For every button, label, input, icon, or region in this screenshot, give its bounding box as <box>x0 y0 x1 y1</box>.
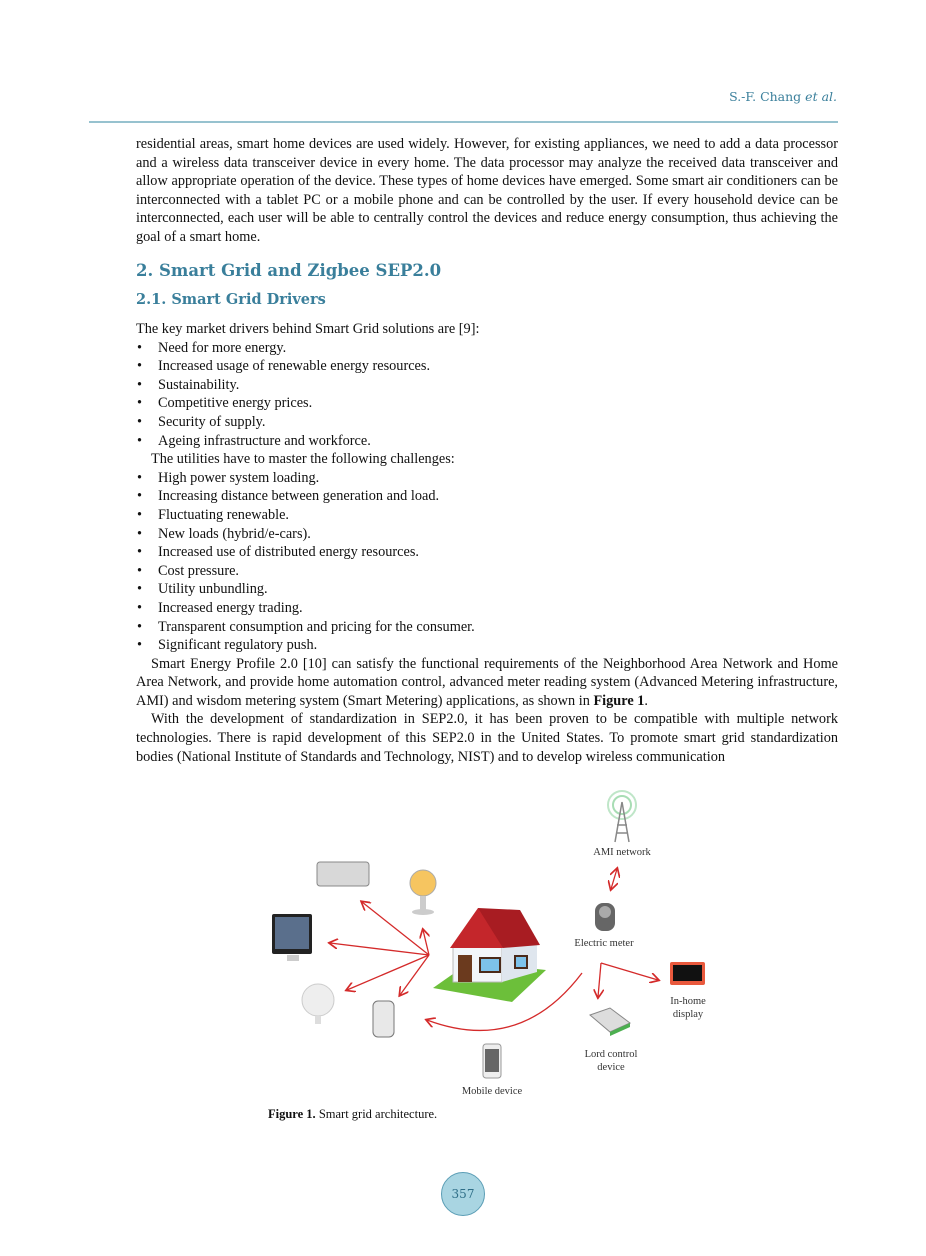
list-item: • Utility unbundling. <box>136 580 838 599</box>
list-item: • Sustainability. <box>136 376 838 395</box>
fan-icon <box>302 984 334 1024</box>
mobile-device-label: Mobile device <box>461 1086 523 1097</box>
air-purifier-icon <box>373 1001 394 1037</box>
heater-icon <box>410 870 436 915</box>
intro-paragraph <box>136 135 838 247</box>
list-item: • Increasing distance between generation and load. <box>136 487 838 506</box>
list-item: • New loads (hybrid/e-cars). <box>136 525 838 544</box>
paragraph-text: Smart Energy Profile 2.0 [10] can satisfy the functional requirements of the Neighborhood Area Network and Home Area Network, and provide home automation control, advanced meter reading system (Advanced Metering infrastructure, AMI) and wisdom metering system (Smart Metering) applications, as shown in <box>136 655 838 709</box>
drivers-intro: The key market drivers behind Smart Grid solutions are [9]: <box>136 321 480 337</box>
electric-meter-icon <box>595 903 615 931</box>
load-control-device-icon <box>590 1008 630 1036</box>
house-icon <box>433 908 546 1002</box>
challenges-list <box>136 469 838 655</box>
antenna-tower-icon <box>608 791 636 842</box>
figure-reference[interactable]: Figure 1 <box>593 692 645 709</box>
list-item: • Fluctuating renewable. <box>136 506 838 525</box>
load-control-label-2: device <box>597 1062 625 1073</box>
list-item: • High power system loading. <box>136 469 838 488</box>
header-rule <box>89 121 838 123</box>
challenges-intro: The utilities have to master the following challenges: <box>151 451 455 468</box>
list-item: • Increased usage of renewable energy resources. <box>136 357 838 376</box>
subsection-heading: 2.1. Smart Grid Drivers <box>136 291 326 308</box>
standardization-paragraph: With the development of standardization in SEP2.0, it has been proven to be compatible with multiple network technologies. There is rapid development of this SEP2.0 in the United States. To promote smart grid standardization bodies (National Institute of Standards and Technology, NIST) and to develop wireless communication <box>136 711 838 765</box>
in-home-display-label: In-home <box>670 996 706 1007</box>
ami-meter-arrow <box>611 869 617 889</box>
paragraph-text: residential areas, smart home devices are used widely. However, for existing appliances, we need to add a data processor and a wireless data transceiver device in every home. The data processor may analyze the received data transceiver and allow appropriate operation of the device. These types of home devices have emerged. Some smart air conditioners can be interconnected with a tablet PC or a mobile phone and can be controlled by the user. If every household device can be interconnected, each user will be able to centrally control the devices and reduce energy consumption, thus achieving the goal of a smart home. <box>136 136 838 245</box>
electric-meter-label: Electric meter <box>574 938 634 949</box>
list-item: • Ageing infrastructure and workforce. <box>136 432 838 451</box>
list-item: • Increased energy trading. <box>136 599 838 618</box>
running-header <box>729 89 837 104</box>
ami-network-label: AMI network <box>593 847 651 858</box>
section-heading: 2. Smart Grid and Zigbee SEP2.0 <box>136 261 442 280</box>
drivers-section <box>136 320 838 766</box>
tv-icon <box>272 914 312 961</box>
list-item: • Cost pressure. <box>136 562 838 581</box>
page-number: 357 <box>441 1172 485 1216</box>
paragraph-text: . <box>644 692 648 709</box>
author-name: S.-F. Chang <box>729 89 802 104</box>
list-item: • Security of supply. <box>136 413 838 432</box>
list-item: • Significant regulatory push. <box>136 636 838 655</box>
list-item: • Increased use of distributed energy resources. <box>136 543 838 562</box>
mobile-phone-icon <box>483 1044 501 1078</box>
caption-text: Smart grid architecture. <box>315 1107 438 1121</box>
caption-label: Figure 1. <box>268 1107 316 1121</box>
load-control-label: Lord control <box>584 1049 638 1060</box>
figure-caption <box>268 1107 437 1122</box>
et-al: et al. <box>805 89 837 104</box>
air-conditioner-icon <box>317 862 369 886</box>
smart-grid-figure <box>250 780 730 1110</box>
in-home-display-label-2: display <box>672 1009 704 1020</box>
list-item: • Competitive energy prices. <box>136 394 838 413</box>
sep-paragraph <box>136 655 838 711</box>
drivers-list <box>136 339 838 451</box>
list-item: • Need for more energy. <box>136 339 838 358</box>
list-item: • Transparent consumption and pricing for the consumer. <box>136 618 838 637</box>
in-home-display-icon <box>670 962 705 985</box>
